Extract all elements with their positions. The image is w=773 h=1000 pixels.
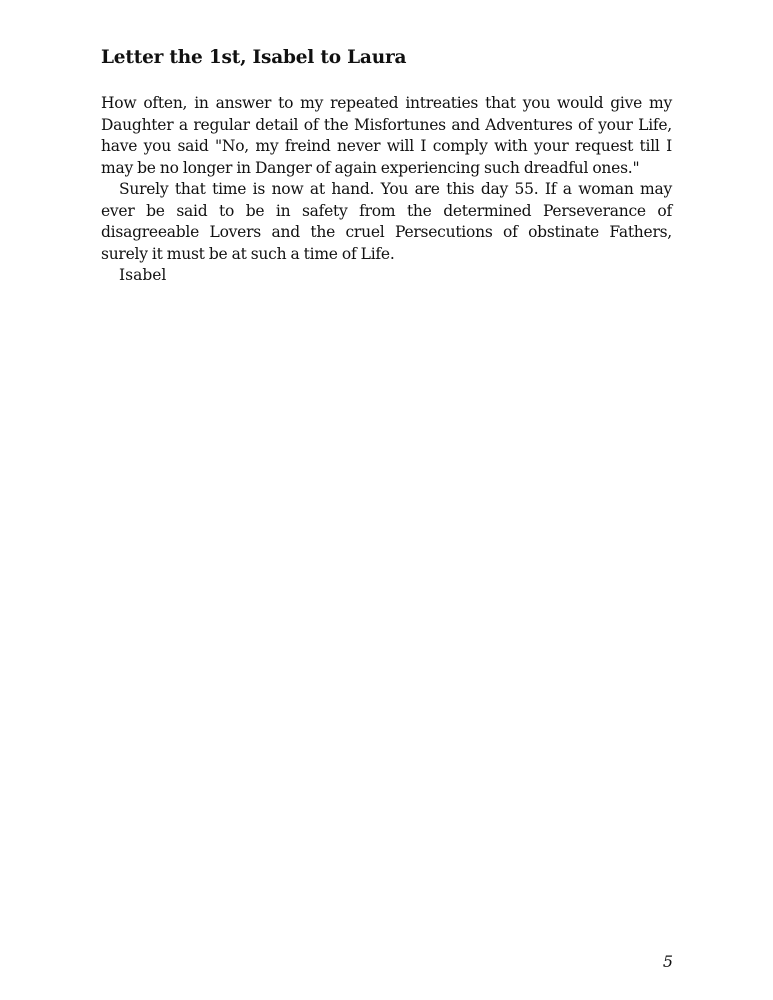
- letter-signature: Isabel: [119, 266, 167, 284]
- paragraph-2: Surely that time is now at hand. You are this day 55. If a woman may ever be said to be in safety from the determined Perseverance of disagreeable Lovers and the cruel Persecutions of obstinate Fathers, surely it must be at such a time of Life.: [101, 180, 672, 263]
- paragraph-1: How often, in answer to my repeated intreaties that you would give my Daughter a regular detail of the Misfortunes and Adventures of your Life, have you said "No, my freind never will I comply with your request till I may be no longer in Danger of again experiencing such dreadful ones.": [101, 94, 672, 177]
- letter-title: Letter the 1st, Isabel to Laura: [101, 47, 407, 68]
- page-number: 5: [662, 952, 673, 971]
- page-content: [101, 46, 672, 287]
